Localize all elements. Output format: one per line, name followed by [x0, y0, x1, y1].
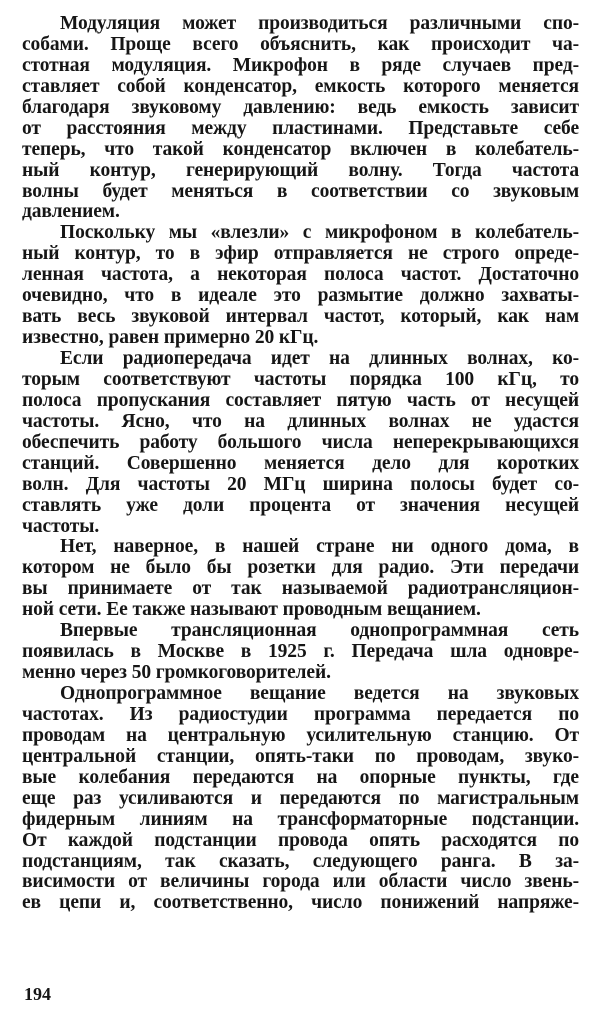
text-line: ев цепи и, соответственно, число понижений напряже-	[22, 892, 579, 914]
text-line: появилась в Москве в 1925 г. Передача шла одновре-	[22, 641, 579, 663]
text-line: менно через 50 громкоговорителей.	[22, 662, 331, 684]
paragraph	[22, 621, 579, 684]
text-line: вые колебания передаются на опорные пункты, где	[22, 766, 579, 788]
text-line: торым соответствуют частоты порядка 100 кГц, то	[22, 368, 579, 390]
paragraph	[22, 349, 579, 537]
text-line: ставлять уже доли процента от значения несущей	[22, 494, 579, 516]
text-line: ный контур, то в эфир отправляется не строго опреде-	[22, 243, 579, 265]
text-line: фидерным линиям на трансформаторные подстанции.	[22, 808, 579, 830]
text-line: еще раз усиливаются и передаются по магистральным	[22, 787, 579, 809]
text-line: собами. Проще всего объяснить, как происходит ча-	[22, 33, 579, 55]
text-line: теперь, что такой конденсатор включен в колебатель-	[22, 138, 579, 160]
text-line: От каждой подстанции провода опять расходятся по	[22, 829, 579, 851]
text-line: частоты. Ясно, что на длинных волнах не удастся	[22, 410, 579, 432]
text-line: стотная модуляция. Микрофон в ряде случаев пред-	[22, 54, 579, 76]
text-line: благодаря звуковому давлению: ведь емкость зависит	[22, 96, 579, 118]
text-line: частотах. Из радиостудии программа передается по	[22, 703, 579, 725]
text-line: центральной станции, опять-таки по проводам, звуко-	[22, 745, 579, 767]
text-line: подстанциям, так сказать, следующего ранга. В за-	[22, 850, 579, 872]
text-line: давлением.	[22, 201, 120, 223]
paragraph	[22, 537, 579, 621]
page-body	[22, 14, 579, 914]
text-line: котором не было бы розетки для радио. Эти передачи	[22, 557, 579, 579]
text-line: вы принимаете от так называемой радиотрансляцион-	[22, 578, 579, 600]
text-line: Если радиопередача идет на длинных волнах, ко-	[60, 348, 579, 369]
text-line: Впервые трансляционная однопрограммная сеть	[60, 620, 579, 642]
text-line: ленная частота, а некоторая полоса частот. Достаточно	[22, 264, 579, 286]
text-line: частоты.	[22, 515, 100, 537]
text-line: ставляет собой конденсатор, емкость которого меняется	[22, 75, 579, 97]
text-line: висимости от величины города или области число звень-	[22, 871, 579, 893]
text-line: ной сети. Ее также называют проводным вещанием.	[22, 599, 481, 621]
text-line: Поскольку мы «влезли» с микрофоном в колебатель-	[60, 222, 579, 244]
text-line: очевидно, что в идеале это размытие должно захваты-	[22, 285, 579, 307]
text-line: станций. Совершенно меняется дело для коротких	[22, 452, 579, 474]
text-line: полоса пропускания составляет пятую часть от несущей	[22, 389, 579, 411]
text-line: волны будет меняться в соответствии со звуковым	[22, 180, 579, 202]
text-line: известно, равен примерно 20 кГц.	[22, 327, 319, 349]
text-line: от расстояния между пластинами. Представьте себе	[22, 117, 579, 139]
paragraph	[22, 223, 579, 349]
page-number: 194	[24, 984, 51, 1004]
text-line: Однопрограммное вещание ведется на звуковых	[60, 683, 579, 704]
text-line: волн. Для частоты 20 МГц ширина полосы будет со-	[22, 473, 579, 495]
text-line: ный контур, генерирующий волну. Тогда частота	[22, 159, 579, 181]
text-line: Нет, наверное, в нашей стране ни одного дома, в	[60, 536, 579, 558]
text-line: Модуляция может производиться различными спо-	[60, 13, 579, 34]
text-line: вать весь звуковой интервал частот, который, как нам	[22, 306, 579, 328]
paragraph	[22, 14, 579, 223]
paragraph	[22, 684, 579, 914]
text-line: обеспечить работу большого числа неперекрывающихся	[22, 431, 579, 453]
text-line: проводам на центральную усилительную станцию. От	[22, 724, 579, 746]
